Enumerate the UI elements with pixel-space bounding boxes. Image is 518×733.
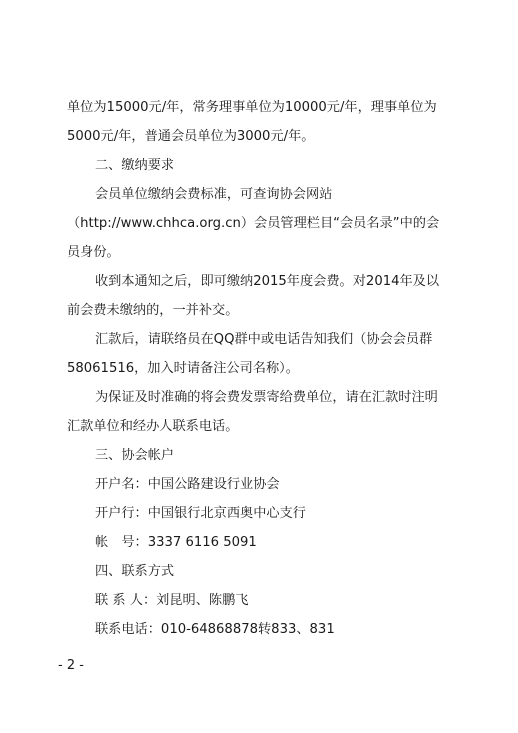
page-number: - 2 - <box>58 658 84 673</box>
section-heading-contact: 四、联系方式 <box>95 564 175 579</box>
invoice-notice-line-1: 为保证及时准确的将会费发票寄给费单位，请在汇款时注明 <box>95 390 438 405</box>
fee-rate-line-2: 5000元/年，普通会员单位为3000元/年。 <box>67 129 315 144</box>
website-reference-line: （http://www.chhca.org.cn）会员管理栏目“会员名录”中的会 <box>67 216 440 231</box>
remittance-notice-line-2: 58061516，加入时请备注公司名称）。 <box>67 361 299 376</box>
payment-notice-line-1: 收到本通知之后，即可缴纳2015年度会费。对2014年及以 <box>95 274 440 289</box>
account-name-line: 开户名：中国公路建设行业协会 <box>95 477 280 492</box>
member-identity-line: 员身份。 <box>67 245 120 260</box>
remittance-notice-line-1: 汇款后，请联络员在QQ群中或电话告知我们（协会会员群 <box>95 332 433 347</box>
contact-phone-line: 联系电话：010-64868878转833、831 <box>95 622 335 637</box>
bank-branch-line: 开户行：中国银行北京西奥中心支行 <box>95 506 306 521</box>
fee-rate-line-1: 单位为15000元/年，常务理事单位为10000元/年，理事单位为 <box>67 100 437 115</box>
account-number-line: 帐 号：3337 6116 5091 <box>95 535 257 550</box>
fee-standard-line <box>67 180 457 209</box>
fee-standard-text: 会员单位缴纳会费标准，可查询协会网站 <box>95 187 333 202</box>
payment-notice-line-2: 前会费未缴纳的，一并补交。 <box>67 303 239 318</box>
document-body <box>67 93 457 644</box>
invoice-notice-line-2: 汇款单位和经办人联系电话。 <box>67 419 239 434</box>
section-heading-account: 三、协会帐户 <box>95 448 175 463</box>
contact-person-line: 联 系 人：刘昆明、陈鹏飞 <box>95 593 249 608</box>
section-heading-payment-requirements: 二、缴纳要求 <box>95 158 175 173</box>
